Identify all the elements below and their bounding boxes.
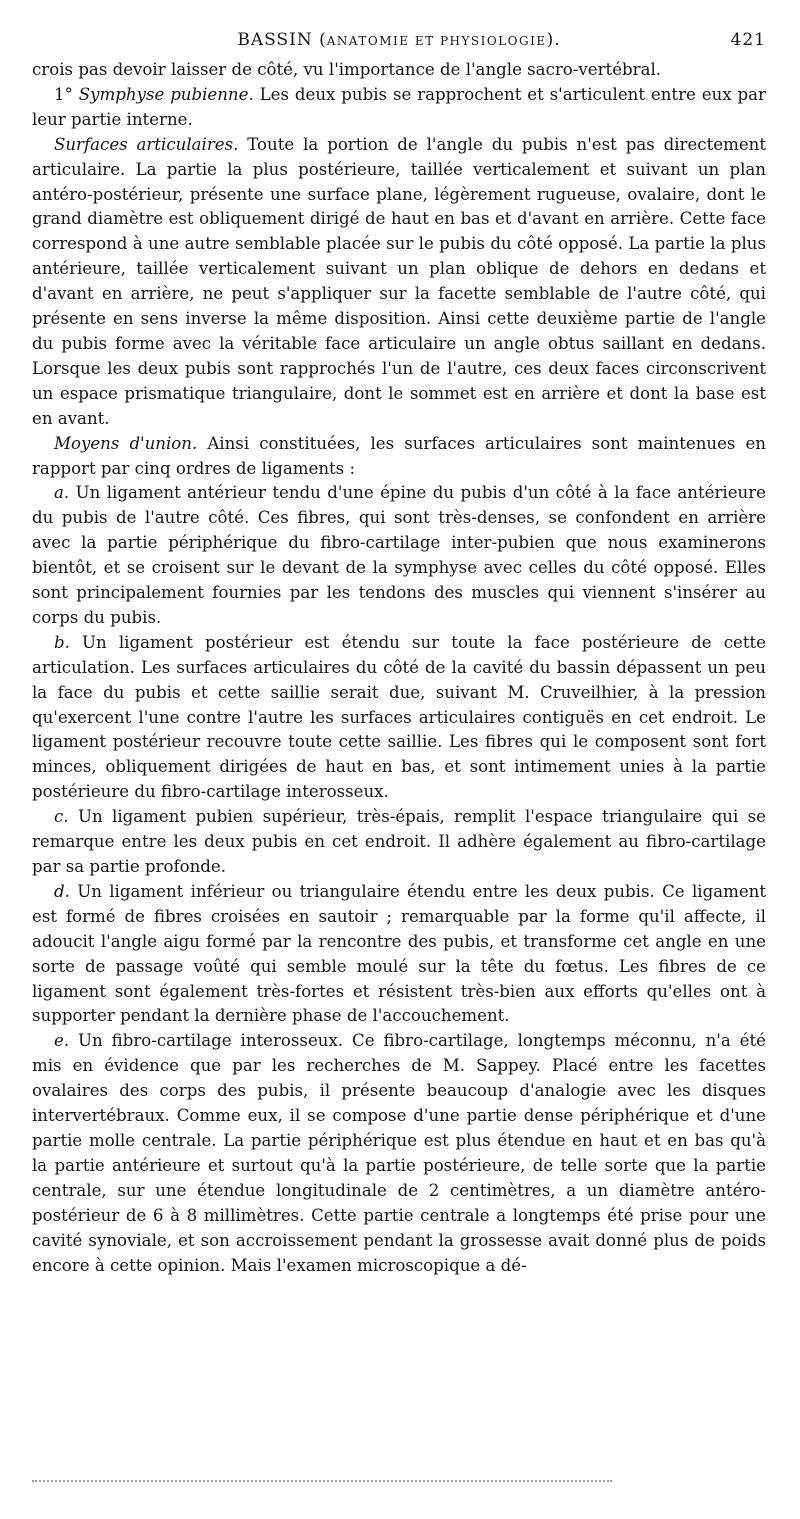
running-title-paren-close: ). xyxy=(546,30,561,50)
paragraph-text: Un fibro-cartilage interosseux. Ce fibro-cartilage, longtemps méconnu, n'a été mis en évidence que par les recherches de M. Sappey. Placé entre les facettes ovalaires des corps des pubis, il présente beaucoup d'analogie avec les disques intervertébraux. Comme eux, il se compose d'une partie dense périphérique et d'une partie molle centrale. La partie périphérique est plus étendue en haut et en bas qu'à la partie antérieure et surtout qu'à la partie postérieure, de telle sorte que la partie centrale, sur une étendue longitudinale de 2 centimètres, a un diamètre antéro-postérieur de 6 à 8 millimètres. Cette partie centrale a longtemps été prise pour une cavité synoviale, et son accroissement pendant la grossesse avait donné plus de poids encore à cette opinion. Mais l'examen microscopique a dé- xyxy=(32,1031,766,1275)
paragraph-text: crois pas devoir laisser de côté, vu l'importance de l'angle sacro-vertébral. xyxy=(32,60,662,79)
paragraph-text: Un ligament inférieur ou triangulaire étendu entre les deux pubis. Ce ligament est formé de fibres croisées en sautoir ; remarquable par la forme qu'il affecte, il adoucit l'angle aigu formé par la rencontre des pubis, et transforme cet angle en une sorte de passage voûté qui semble moulé sur la tête du fœtus. Les fibres de ce ligament sont également très-fortes et résistent très-bien aux efforts qu'elles ont à supporter pendant la dernière phase de l'accouchement. xyxy=(32,881,766,1026)
document-page xyxy=(32,28,766,1278)
paragraph-text: Ainsi constituées, les surfaces articulaires sont maintenues en rapport par cinq ordres de ligaments : xyxy=(32,433,766,478)
list-marker: d. xyxy=(54,881,70,901)
paragraph-text: Un ligament pubien supérieur, très-épais, remplit l'espace triangulaire qui se remarque entre les deux pubis en cet endroit. Il adhère également au fibro-cartilage par sa partie profonde. xyxy=(32,807,766,876)
paragraph-item-c xyxy=(32,805,766,880)
paragraph-surfaces xyxy=(32,133,766,432)
paragraph-symphyse xyxy=(32,83,766,133)
subsection-heading: Surfaces articulaires. xyxy=(54,134,239,154)
paragraph-item-e xyxy=(32,1029,766,1278)
paragraph-item-d xyxy=(32,880,766,1029)
paragraph-text: Un ligament antérieur tendu d'une épine du pubis d'un côté à la face antérieure du pubis de l'autre côté. Ces fibres, qui sont très-denses, se confondent en arrière avec la partie périphérique du fibro-cartilage inter-pubien que nous examinerons bientôt, et se croisent sur le devant de la symphyse avec celles du côté opposé. Elles sont principalement fournies par les tendons des muscles qui viennent s'insérer au corps du pubis. xyxy=(32,483,766,627)
running-title-paren-open: ( xyxy=(312,30,327,50)
paragraph-text: Les deux pubis se rapprochent et s'articulent entre eux par leur partie interne. xyxy=(32,84,766,129)
paragraph-item-b xyxy=(32,631,766,805)
paragraph-item-a xyxy=(32,481,766,630)
list-marker: b. xyxy=(54,632,70,652)
section-heading: Symphyse pubienne. xyxy=(78,84,254,104)
running-title-main: BASSIN xyxy=(237,30,313,50)
list-marker: c. xyxy=(54,807,69,827)
running-header xyxy=(32,28,766,58)
paragraph-text: Toute la portion de l'angle du pubis n'est pas directement articulaire. La partie la plus postérieure, taillée verticalement et suivant un plan antéro-postérieur, présente une surface plane, légèrement rugueuse, ovalaire, dont le grand diamètre est obliquement dirigé de haut en bas et d'avant en arrière. Cette face correspond à une autre semblable placée sur le pubis du côté opposé. La partie la plus antérieure, taillée verticalement suivant un plan oblique de dehors en dedans et d'avant en arrière, ne peut s'appliquer sur la facette semblable de l'autre côté, qui présente en sens inverse la même disposition. Ainsi cette deuxième partie de l'angle du pubis forme avec la véritable face articulaire un angle obtus saillant en dedans. Lorsque les deux pubis sont rapprochés l'un de l'autre, ces deux faces circonscrivent un espace prismatique triangulaire, dont le sommet est en arrière et dont la base est en avant. xyxy=(32,134,766,428)
page-number: 421 xyxy=(730,30,766,50)
running-title-subtitle: ANATOMIE ET PHYSIOLOGIE xyxy=(326,34,547,48)
running-title xyxy=(237,28,560,54)
paragraph-continuation xyxy=(32,58,766,83)
paragraph-moyens xyxy=(32,432,766,482)
footer-dotted-rule xyxy=(32,1480,612,1482)
subsection-heading: Moyens d'union. xyxy=(54,433,198,453)
list-marker: e. xyxy=(54,1031,70,1051)
body-text xyxy=(32,58,766,1278)
paragraph-text: Un ligament postérieur est étendu sur toute la face postérieure de cette articulation. Les surfaces articulaires du côté de la cavité du bassin dépassent un peu la face du pubis et cette saillie serait due, suivant M. Cruveilhier, à la pression qu'exercent l'une contre l'autre les surfaces articulaires contiguës en cet endroit. Le ligament postérieur recouvre toute cette saillie. Les fibres qui le composent sont fort minces, obliquement dirigées de haut en bas, et sont intimement unies à la partie postérieure du fibro-cartilage interosseux. xyxy=(32,632,766,802)
section-number: 1° xyxy=(54,84,79,104)
list-marker: a. xyxy=(54,483,70,503)
